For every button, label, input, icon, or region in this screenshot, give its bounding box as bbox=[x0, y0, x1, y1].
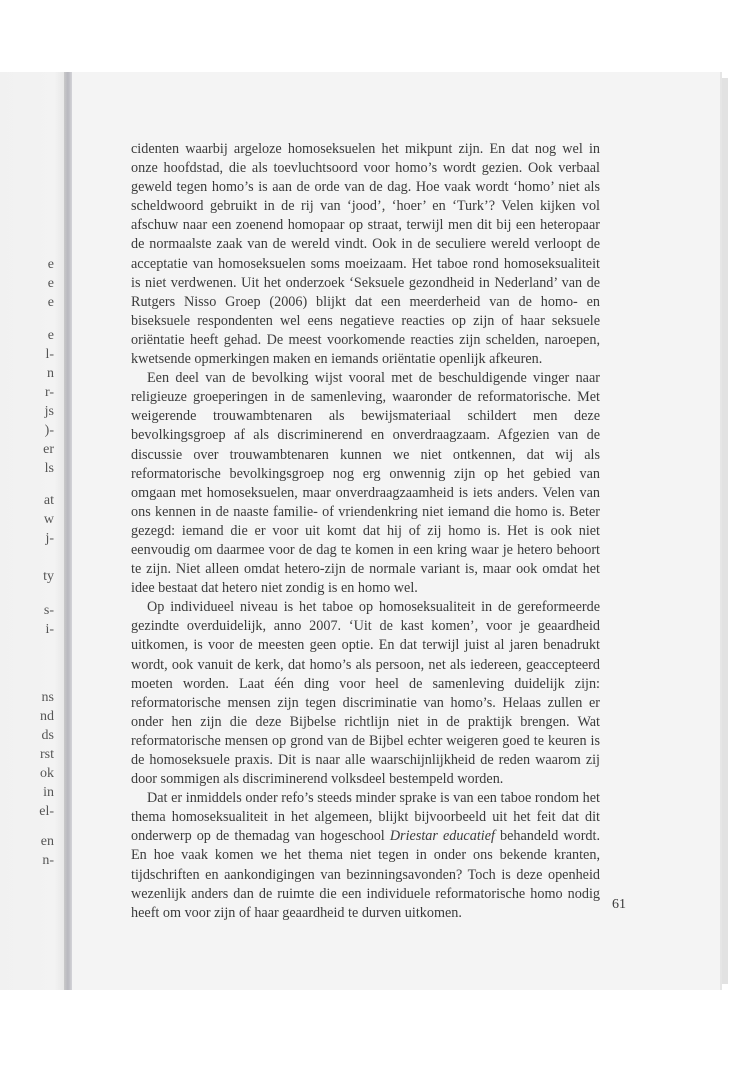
left-fragment: ty bbox=[43, 569, 54, 584]
body-text bbox=[131, 140, 600, 923]
paragraph: cidenten waarbij argeloze homoseksuelen het mikpunt zijn. En dat nog wel in onze hoofdstad, die als toevluchtsoord voor homo’s wordt gezien. Ook verbaal geweld tegen homo’s is aan de orde van de dag. Hoe vaak wordt ‘homo’ niet als scheldwoord gebruikt in de rij van ‘jood’, ‘hoer’ en ‘Turk’? Velen kijken vol afschuw naar een zoenend homopaar op straat, terwijl men dit bij een heteropaar de normaalste zaak van de wereld vindt. Ook in de seculiere wereld verloopt de acceptatie van homoseksuelen soms moeizaam. Het taboe rond homoseksualiteit is niet verdwenen. Uit het onderzoek ‘Seksuele gezondheid in Nederland’ van de Rutgers Nisso Groep (2006) blijkt dat een meerderheid van de homo- en biseksuele respondenten wel eens negatieve reacties op zijn of haar seksuele oriëntatie heeft gehad. De meest voorkomende reacties zijn schelden, naroepen, kwetsende opmerkingen maken en iemands oriëntatie openlijk afkeuren. bbox=[131, 141, 600, 368]
left-fragment: )- bbox=[44, 423, 54, 438]
paragraph-text: Dat er inmiddels onder refo’s steeds minder sprake is van een taboe rondom het thema homoseksualiteit in het algemeen, blijkt bijvoorbeeld uit het feit dat dit onderwerp op de themadag van hogeschool bbox=[131, 790, 600, 845]
left-fragment: e bbox=[47, 295, 54, 310]
left-fragment: n bbox=[47, 366, 54, 381]
left-fragment: l- bbox=[45, 347, 54, 362]
left-fragment: e bbox=[47, 328, 54, 343]
left-fragment: ds bbox=[41, 728, 54, 743]
left-fragment: er bbox=[43, 442, 54, 457]
left-fragment: e bbox=[47, 276, 54, 291]
left-fragment: s- bbox=[43, 603, 54, 618]
left-fragment: r- bbox=[44, 385, 54, 400]
left-fragment: en bbox=[40, 834, 54, 849]
paragraph: Op individueel niveau is het taboe op homoseksualiteit in de gereformeerde gezindte overduidelijk, anno 2007. ‘Uit de kast komen’, voor je geaardheid uitkomen, is voor de meesten geen optie. En dat terwijl juist al jaren benadrukt wordt, ook vanuit de kerk, dat homo’s als persoon, net als iedereen, geaccepteerd moeten worden. Laat één ding voor heel de samenleving duidelijk zijn: reformatorische mensen zijn tegen discriminatie van homo’s. Helaas zullen er onder hen zijn die deze Bijbelse richtlijn niet in de praktijk brengen. Wat reformatorische mensen op grond van de Bijbel echter weigeren goed te keuren is de homoseksuele praxis. Dit is naar alle waarschijnlijkheid de reden waarom zij door sommigen als discriminerend volksdeel bestempeld worden. bbox=[131, 599, 600, 788]
left-fragment: ok bbox=[40, 766, 54, 781]
left-fragment: at bbox=[43, 493, 54, 508]
book-page bbox=[72, 72, 722, 990]
left-fragment: n- bbox=[42, 853, 54, 868]
paragraph-text: behandeld wordt. En hoe vaak komen we het thema niet tegen in onder ons bekende kranten, tijdschriften en aankondigingen van bezinningsavonden? Toch is deze openheid wezenlijk anders dan de ruimte die een individuele reformatorische homo nodig heeft om voor zijn of haar geaardheid te durven uitkomen. bbox=[131, 828, 601, 921]
paragraph: Een deel van de bevolking wijst vooral met de beschuldigende vinger naar religieuze groeperingen in de samenleving, waaronder de reformatorische. Met weigerende trouwambtenaren als bewijsmateriaal schildert men deze bevolkingsgroep af als discriminerend en onverdraagzaam. Afgezien van de discussie over trouwambtenaren kunnen we niet ontkennen, dat wij als reformatorische bevolkingsgroep nog erg onwennig zijn op het gebied van omgaan met homoseksuelen, maar onverdraagzaamheid is iets anders. Velen van ons kennen in de naaste familie- of vriendenkring niet iemand die homo is. Beter gezegd: iemand die er voor uit komt dat hij of zij homo is. Het is ook niet eenvoudig om daarmee voor de dag te komen in een kring waar je hetero behoort te zijn. Niet alleen omdat hetero-zijn de normale variant is, maar ook omdat het idee bestaat dat hetero niet zondig is en homo wel. bbox=[131, 370, 600, 597]
page-edge bbox=[722, 78, 728, 984]
left-fragment: j- bbox=[45, 531, 54, 546]
left-fragment: ns bbox=[41, 690, 54, 705]
left-fragment: in bbox=[43, 785, 54, 800]
left-fragment: nd bbox=[40, 709, 54, 724]
left-page-text-fragments bbox=[0, 0, 64, 1068]
book-gutter bbox=[64, 72, 72, 990]
left-fragment: js bbox=[44, 404, 54, 419]
left-fragment: e bbox=[47, 257, 54, 272]
left-fragment: i- bbox=[45, 622, 54, 637]
left-fragment: w bbox=[43, 512, 54, 527]
page-number: 61 bbox=[612, 897, 626, 912]
italic-institution-name: Driestar educatief bbox=[389, 828, 495, 845]
left-fragment: rst bbox=[40, 747, 54, 762]
left-fragment: el- bbox=[39, 804, 54, 819]
left-fragment: ls bbox=[44, 461, 54, 476]
paragraph bbox=[131, 789, 600, 923]
